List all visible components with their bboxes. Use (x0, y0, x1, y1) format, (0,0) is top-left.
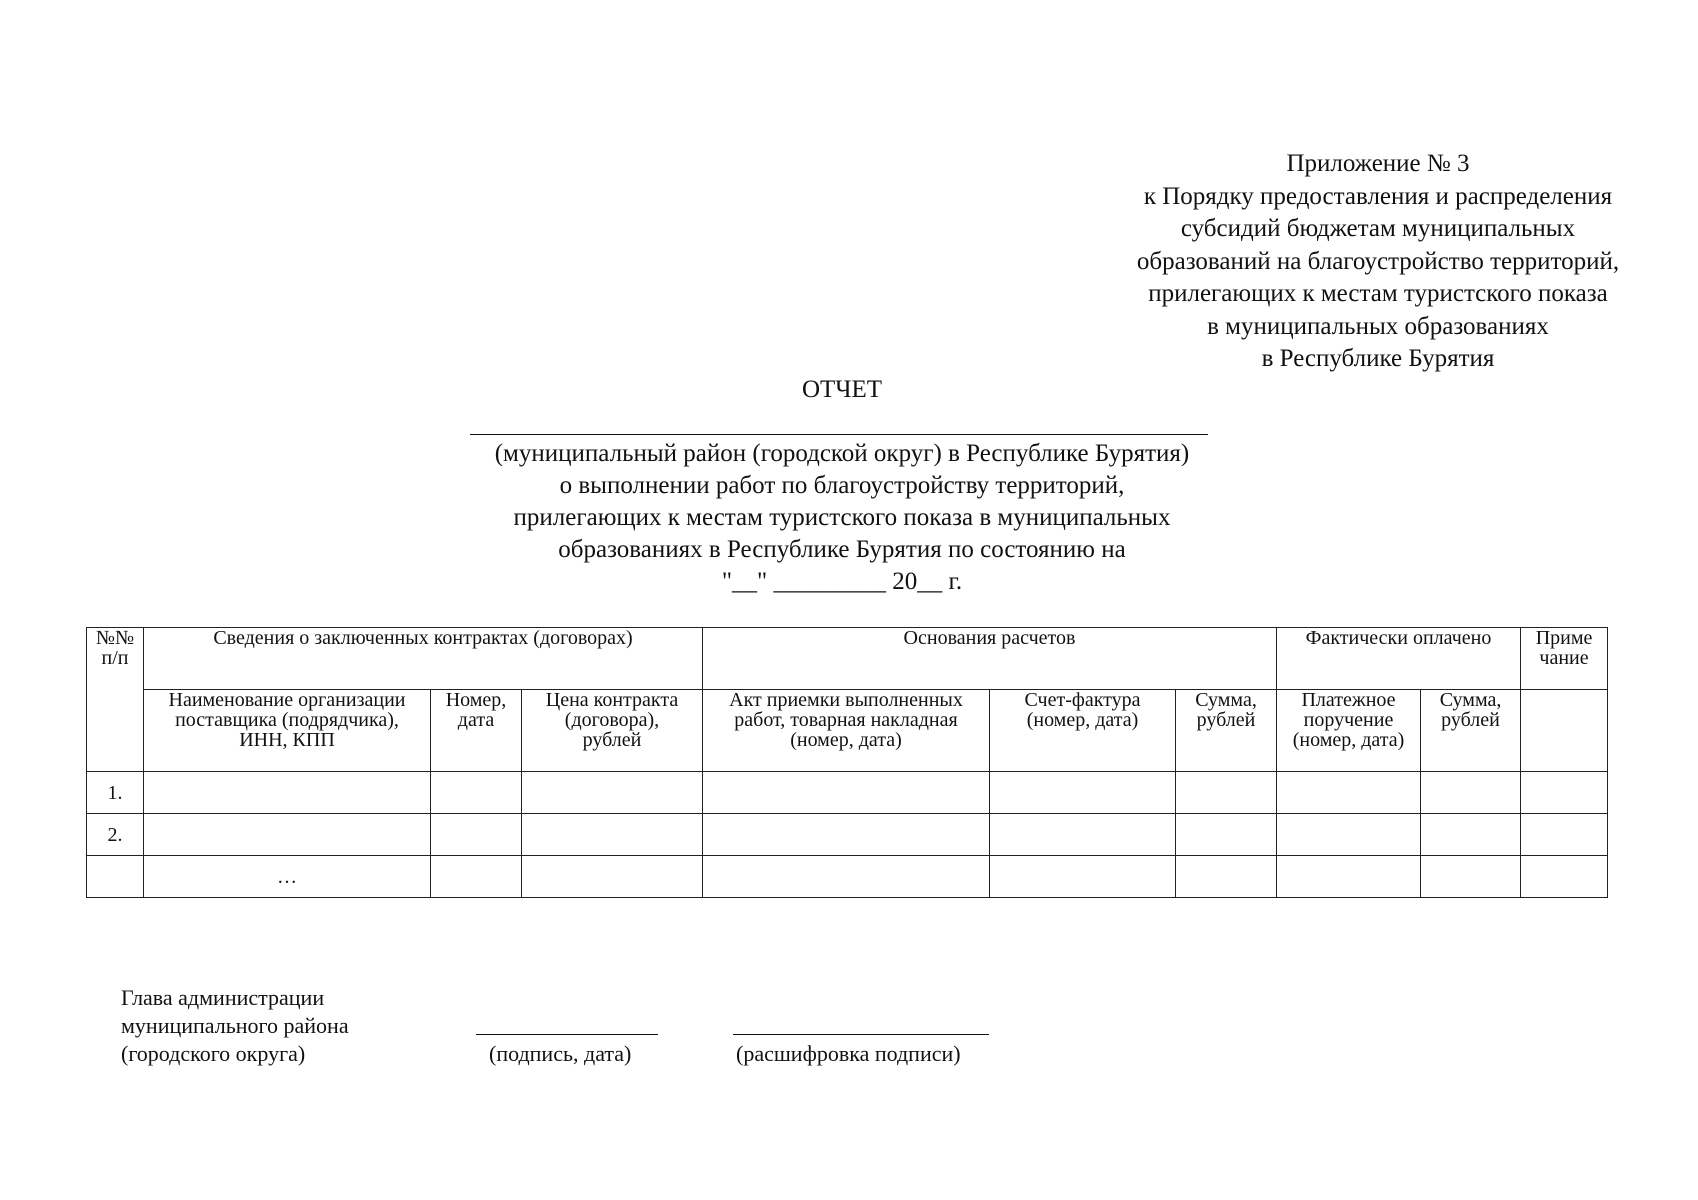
table-cell (431, 856, 522, 898)
table-row (87, 856, 1608, 898)
appendix-line: образований на благоустройство территорий, (1136, 247, 1620, 275)
table-cell (522, 856, 703, 898)
report-date-line: "__" _________ 20__ г. (721, 568, 963, 595)
table-cell (703, 856, 990, 898)
table-cell (1521, 772, 1608, 814)
ellipsis-cell: … (144, 856, 431, 898)
appendix-line: в Республике Бурятия (1261, 345, 1495, 372)
subtitle-line: о выполнении работ по благоустройству территорий, (559, 472, 1125, 499)
act-header: Акт приемки выполненных работ, товарная накладная (номер, дата) (703, 690, 990, 772)
table-cell (1421, 856, 1521, 898)
report-table (86, 627, 1608, 898)
sum-grounds-header: Сумма, рублей (1176, 690, 1277, 772)
subtitle-line: (муниципальный район (городской округ) в Республике Бурятия) (494, 440, 1190, 467)
table-cell (144, 814, 431, 856)
table-cell (1277, 856, 1421, 898)
position-line: муниципального района (121, 1013, 349, 1038)
table-cell (1421, 814, 1521, 856)
municipality-fill-line (470, 434, 1208, 435)
table-cell (522, 814, 703, 856)
payment-order-header: Платежное поручение (номер, дата) (1277, 690, 1421, 772)
signature-caption: (подпись, дата) (489, 1041, 632, 1066)
table-cell (431, 814, 522, 856)
table-cell (1277, 814, 1421, 856)
note-header: Приме чание (1521, 628, 1608, 690)
signature-line (476, 1034, 658, 1035)
sum-paid-header: Сумма, рублей (1421, 690, 1521, 772)
table-cell (1277, 772, 1421, 814)
table-cell (1176, 814, 1277, 856)
table-cell (431, 772, 522, 814)
number-date-header: Номер, дата (431, 690, 522, 772)
appendix-line: к Порядку предоставления и распределения (1143, 182, 1613, 210)
supplier-header: Наименование организации поставщика (подрядчика), ИНН, КПП (144, 690, 431, 772)
signature-decode-caption: (расшифровка подписи) (736, 1041, 961, 1066)
table-row (87, 772, 1608, 814)
price-header: Цена контракта (договора), рублей (522, 690, 703, 772)
row-number (87, 856, 144, 898)
note-subheader (1521, 690, 1608, 772)
table-cell (1521, 856, 1608, 898)
table-cell (144, 772, 431, 814)
table-cell (990, 814, 1176, 856)
table-cell (1176, 772, 1277, 814)
row-number: 2. (87, 814, 144, 856)
table-cell (1521, 814, 1608, 856)
position-line: Глава администрации (121, 985, 325, 1010)
row-number: 1. (87, 772, 144, 814)
appendix-line: в муниципальных образованиях (1207, 312, 1549, 340)
table-cell (990, 856, 1176, 898)
appendix-line: Приложение № 3 (1286, 150, 1470, 177)
paid-group-header: Фактически оплачено (1277, 628, 1521, 690)
table-cell (522, 772, 703, 814)
appendix-header (1098, 148, 1658, 376)
table-cell (990, 772, 1176, 814)
column-number-header: №№ п/п (87, 628, 144, 772)
position-line: (городского округа) (121, 1041, 306, 1066)
report-title: ОТЧЕТ (801, 376, 883, 403)
appendix-line: прилегающих к местам туристского показа (1148, 280, 1608, 307)
appendix-line: субсидий бюджетам муниципальных (1180, 215, 1576, 242)
signatory-position (121, 984, 349, 1068)
table-cell (1176, 856, 1277, 898)
table-cell (703, 772, 990, 814)
invoice-header: Счет-фактура (номер, дата) (990, 690, 1176, 772)
subtitle-line: образованиях в Республике Бурятия по состоянию на (558, 536, 1126, 563)
grounds-group-header: Основания расчетов (703, 628, 1277, 690)
table-row (87, 814, 1608, 856)
report-subtitle (432, 438, 1252, 598)
contracts-group-header: Сведения о заключенных контрактах (договорах) (144, 628, 703, 690)
subtitle-line: прилегающих к местам туристского показа в муниципальных (513, 504, 1171, 531)
signature-decode-line (733, 1034, 989, 1035)
table-cell (1421, 772, 1521, 814)
table-cell (703, 814, 990, 856)
